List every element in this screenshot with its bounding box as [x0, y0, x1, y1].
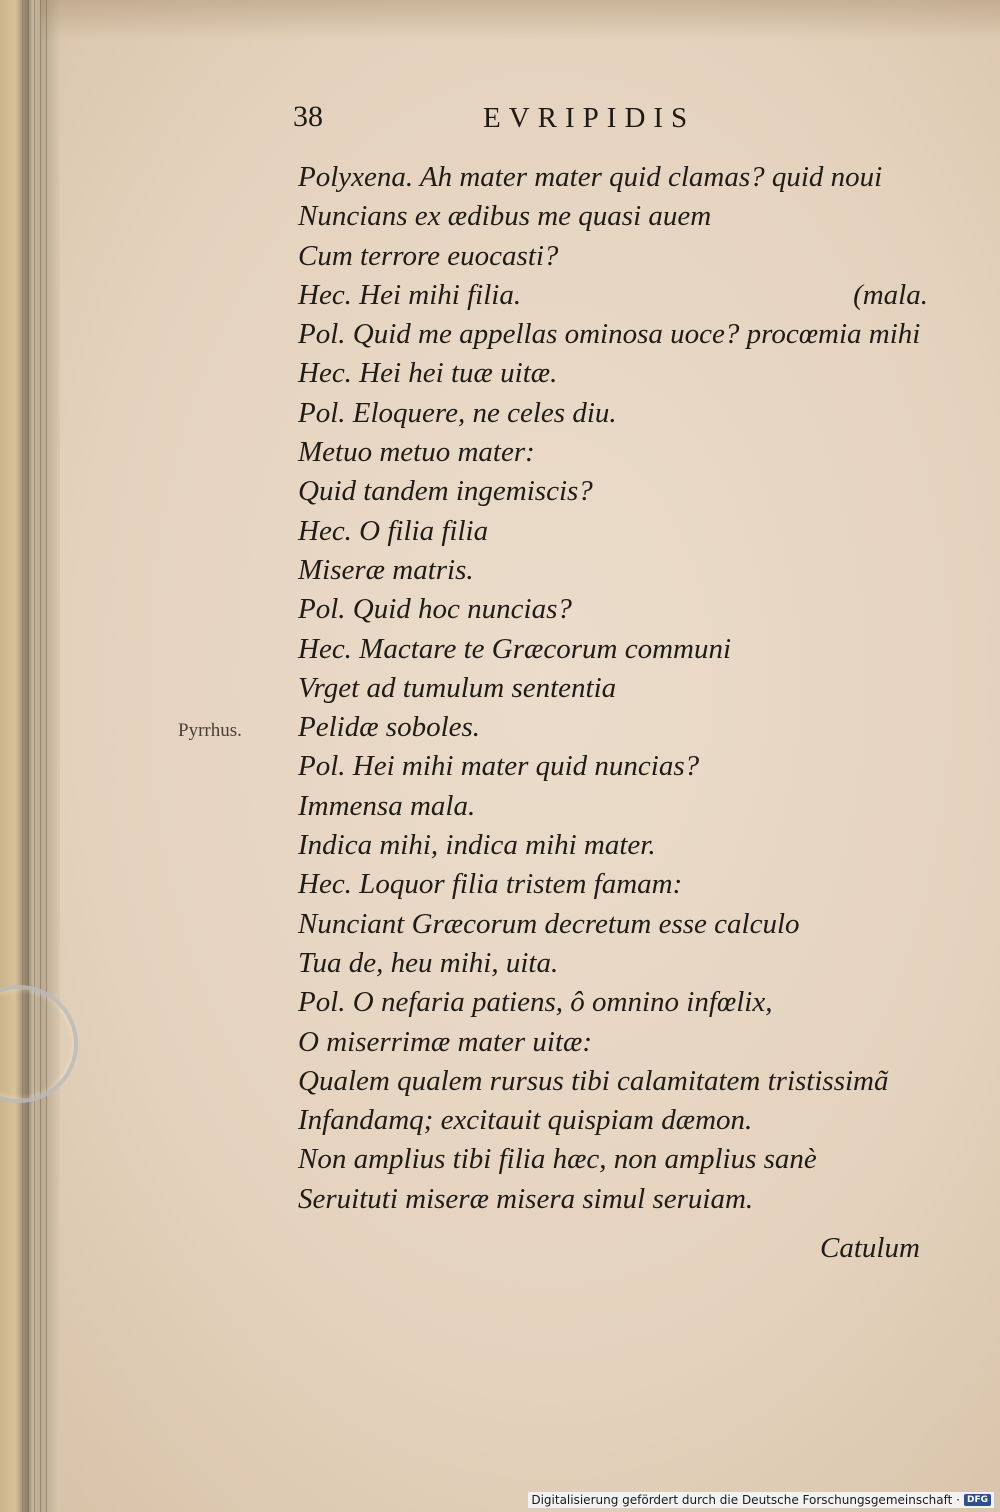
text-line [298, 590, 958, 629]
text-line [298, 983, 958, 1022]
text-line [298, 551, 958, 590]
text-line [298, 1023, 958, 1062]
dfg-logo: DFG [964, 1494, 991, 1506]
text-line [298, 315, 958, 354]
line-text: Nunciant Græcorum decretum esse calculo [298, 907, 800, 940]
text-line [298, 276, 958, 315]
line-text: Polyxena. Ah mater mater quid clamas? quid noui [298, 161, 883, 193]
line-text: Immensa mala. [298, 789, 476, 822]
line-text: O miserrimæ mater uitæ: [298, 1025, 593, 1058]
top-shadow [40, 0, 1000, 40]
text-line [298, 1140, 958, 1179]
line-text: Hec. O filia filia [298, 514, 489, 547]
line-text: Quid tandem ingemiscis? [298, 475, 593, 508]
line-text: Hec. Hei hei tuæ uitæ. [298, 357, 558, 390]
text-line [298, 512, 958, 551]
text-line [298, 669, 958, 708]
text-line [298, 787, 958, 826]
line-text: Pol. Eloquere, ne celes diu. [298, 396, 617, 429]
text-line [298, 197, 958, 236]
page-leaf-line [34, 0, 35, 1512]
line-text: Hec. Mactare te Græcorum communi [298, 632, 732, 665]
text-line [298, 1101, 958, 1140]
text-line [298, 354, 958, 393]
line-text: Miseræ matris. [298, 553, 474, 586]
page-number: 38 [293, 100, 323, 133]
line-text: Indica mihi, indica mihi mater. [298, 829, 656, 862]
text-line [298, 708, 958, 747]
digitization-credit [528, 1492, 994, 1508]
page-leaf-line [46, 0, 47, 1512]
text-line [298, 1062, 958, 1101]
line-text: Pol. Hei mihi mater quid nuncias? [298, 750, 700, 783]
line-text: Pol. O nefaria patiens, ô omnino infœlix, [298, 986, 773, 1019]
line-text: Pol. Quid hoc nuncias? [298, 593, 572, 626]
line-text: Pelidæ soboles. [298, 711, 481, 744]
text-line [298, 237, 958, 276]
line-text: Infandamq; excitauit quispiam dæmon. [298, 1104, 753, 1137]
page-leaf-line [28, 0, 29, 1512]
line-text: Nuncians ex ædibus me quasi auem [298, 200, 712, 233]
line-text: Seruituti miseræ misera simul seruiam. [298, 1182, 754, 1215]
credit-text: Digitalisierung gefördert durch die Deutsche Forschungsgemeinschaft · [531, 1493, 960, 1507]
line-text: Qualem qualem rursus tibi calamitatem tristissimã [298, 1064, 889, 1097]
page-leaf-line [22, 0, 23, 1512]
line-aside-text: (mala. [853, 278, 928, 311]
line-text: Tua de, heu mihi, uita. [298, 946, 559, 979]
line-text: Metuo metuo mater: [298, 436, 535, 469]
line-text: Pol. Quid me appellas ominosa uoce? procœmia mihi [298, 318, 921, 351]
page-header [293, 100, 973, 144]
text-line [298, 1180, 958, 1219]
text-line [298, 472, 958, 511]
text-line [298, 944, 958, 983]
text-line [298, 865, 958, 904]
marginal-note: Pyrrhus. [178, 720, 242, 741]
line-text: Non amplius tibi filia hæc, non amplius sanè [298, 1143, 817, 1176]
text-line [298, 433, 958, 472]
catchword: Catulum [820, 1232, 920, 1264]
running-head: EVRIPIDIS [483, 102, 696, 134]
text-line [298, 747, 958, 786]
line-text: Cum terrore euocasti? [298, 239, 559, 272]
line-text: Hec. Hei mihi filia. [298, 278, 522, 311]
line-text: Vrget ad tumulum sententia [298, 671, 617, 704]
text-line [298, 158, 958, 197]
text-block [298, 158, 958, 1219]
text-line [298, 826, 958, 865]
page-leaf-line [40, 0, 41, 1512]
text-line [298, 630, 958, 669]
text-line [298, 394, 958, 433]
text-line [298, 905, 958, 944]
line-text: Hec. Loquor filia tristem famam: [298, 868, 683, 901]
page-edges [0, 0, 60, 1512]
